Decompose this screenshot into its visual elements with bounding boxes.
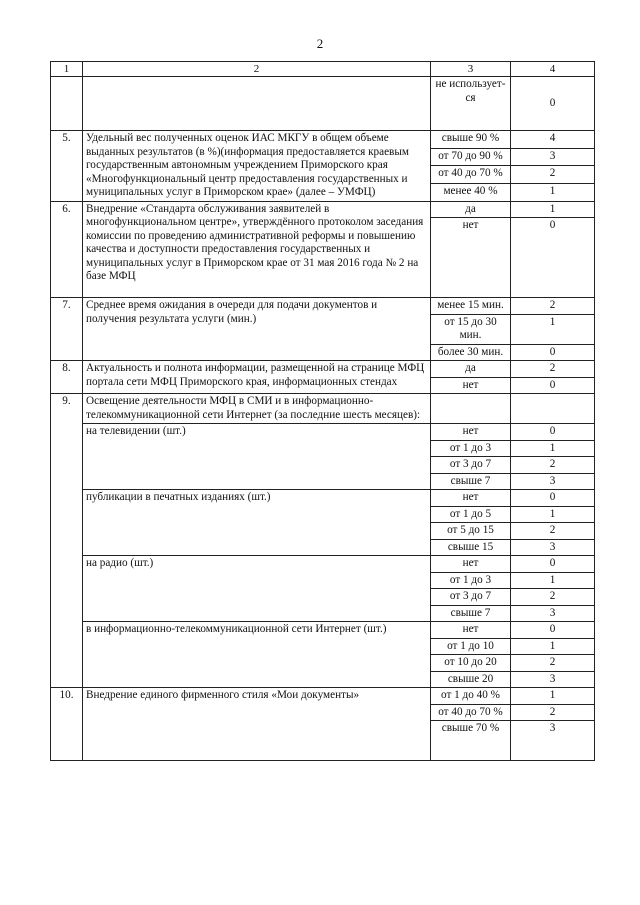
criterion-cell: более 30 мин. xyxy=(431,344,511,361)
score-cell: 0 xyxy=(511,218,595,298)
item-text: Удельный вес полученных оценок ИАС МКГУ в общем объеме выданных результатов (в %)(информация предоставляется краевым государственным автономным учреждением Приморского края «Многофункциональный центр предоставления государственных и муниципальных услуг в Приморском крае» (далее – УМФЦ) xyxy=(83,131,431,202)
score-cell: 1 xyxy=(511,314,595,344)
score-cell: 4 xyxy=(511,131,595,149)
criterion-cell: нет xyxy=(431,490,511,507)
item-number: 7. xyxy=(51,298,83,361)
criterion-cell: нет xyxy=(431,218,511,298)
score-cell: 2 xyxy=(511,523,595,540)
header-col-4: 4 xyxy=(511,62,595,77)
criterion-cell: от 10 до 20 xyxy=(431,655,511,672)
criterion-cell: менее 40 % xyxy=(431,183,511,201)
criterion-cell: от 3 до 7 xyxy=(431,589,511,606)
item-text: Среднее время ожидания в очереди для подачи документов и получения результата услуги (мин.) xyxy=(83,298,431,361)
criterion-cell: нет xyxy=(431,377,511,394)
table-row xyxy=(51,424,595,441)
item-number: 9. xyxy=(51,394,83,688)
subitem-label: в информационно-телекоммуникационной сети Интернет (шт.) xyxy=(83,622,431,688)
criterion-cell: от 5 до 15 xyxy=(431,523,511,540)
item-text: Внедрение единого фирменного стиля «Мои документы» xyxy=(83,688,431,761)
table-row xyxy=(51,298,595,315)
header-col-1: 1 xyxy=(51,62,83,77)
score-cell xyxy=(511,394,595,424)
score-cell: 3 xyxy=(511,539,595,556)
criterion-cell: нет xyxy=(431,424,511,441)
table-row xyxy=(51,77,595,131)
item-text: Внедрение «Стандарта обслуживания заявителей в многофункциональном центре», утверждённого протоколом заседания комиссии по проведению административной реформы и повышению качества и доступности предоставления государственных и муниципальных услуг в Приморском крае от 31 мая 2016 года № 2 на базе МФЦ xyxy=(83,201,431,298)
criterion-cell: нет xyxy=(431,622,511,639)
text-cell xyxy=(83,77,431,131)
table-row xyxy=(51,201,595,218)
score-cell: 1 xyxy=(511,183,595,201)
criterion-cell: свыше 15 xyxy=(431,539,511,556)
table-row xyxy=(51,622,595,639)
items-body xyxy=(51,131,595,761)
criterion-cell: менее 15 мин. xyxy=(431,298,511,315)
score-cell: 3 xyxy=(511,473,595,490)
score-cell: 3 xyxy=(511,148,595,166)
criterion-cell: не использует-ся xyxy=(431,77,511,131)
score-cell: 1 xyxy=(511,688,595,705)
header-col-2: 2 xyxy=(83,62,431,77)
score-cell: 2 xyxy=(511,298,595,315)
score-cell: 3 xyxy=(511,671,595,688)
subitem-label: на радио (шт.) xyxy=(83,556,431,622)
item-number: 10. xyxy=(51,688,83,761)
score-cell: 2 xyxy=(511,589,595,606)
criterion-cell: свыше 7 xyxy=(431,605,511,622)
table-row xyxy=(51,394,595,424)
score-cell: 0 xyxy=(511,77,595,131)
table-header-row xyxy=(51,62,595,77)
table-row xyxy=(51,490,595,507)
score-cell: 2 xyxy=(511,704,595,721)
num-cell xyxy=(51,77,83,131)
score-cell: 0 xyxy=(511,490,595,507)
score-cell: 3 xyxy=(511,605,595,622)
page-number: 2 xyxy=(316,36,324,51)
score-cell: 1 xyxy=(511,201,595,218)
criterion-cell: от 70 до 90 % xyxy=(431,148,511,166)
score-cell: 2 xyxy=(511,457,595,474)
table-row xyxy=(51,361,595,378)
score-cell: 1 xyxy=(511,440,595,457)
subitem-label: на телевидении (шт.) xyxy=(83,424,431,490)
criterion-cell: да xyxy=(431,201,511,218)
table-row xyxy=(51,556,595,573)
item-number: 6. xyxy=(51,201,83,298)
subitem-label: публикации в печатных изданиях (шт.) xyxy=(83,490,431,556)
criterion-cell: от 15 до 30 мин. xyxy=(431,314,511,344)
criterion-cell: нет xyxy=(431,556,511,573)
criterion-cell: от 1 до 40 % xyxy=(431,688,511,705)
item-number: 5. xyxy=(51,131,83,202)
score-cell: 1 xyxy=(511,638,595,655)
score-cell: 1 xyxy=(511,506,595,523)
score-cell: 3 xyxy=(511,721,595,761)
item-text: Освещение деятельности МФЦ в СМИ и в информационно-телекоммуникационной сети Интернет (за последние шесть месяцев): xyxy=(83,394,431,424)
criterion-cell: от 1 до 5 xyxy=(431,506,511,523)
criterion-cell: от 40 до 70 % xyxy=(431,704,511,721)
table-row xyxy=(51,688,595,705)
score-cell: 0 xyxy=(511,622,595,639)
criterion-cell: от 40 до 70 % xyxy=(431,166,511,184)
criterion-cell: свыше 7 xyxy=(431,473,511,490)
criterion-cell: от 1 до 10 xyxy=(431,638,511,655)
score-cell: 2 xyxy=(511,361,595,378)
score-cell: 1 xyxy=(511,572,595,589)
criterion-cell xyxy=(431,394,511,424)
criterion-cell: от 3 до 7 xyxy=(431,457,511,474)
criterion-cell: свыше 20 xyxy=(431,671,511,688)
item-text: Актуальность и полнота информации, размещенной на странице МФЦ портала сети МФЦ Приморского края, информационных стендах xyxy=(83,361,431,394)
score-cell: 0 xyxy=(511,556,595,573)
criterion-cell: от 1 до 3 xyxy=(431,572,511,589)
criterion-cell: да xyxy=(431,361,511,378)
score-cell: 0 xyxy=(511,344,595,361)
item-number: 8. xyxy=(51,361,83,394)
table-row xyxy=(51,131,595,149)
score-cell: 2 xyxy=(511,655,595,672)
score-cell: 2 xyxy=(511,166,595,184)
criteria-table xyxy=(50,61,595,761)
criterion-cell: свыше 70 % xyxy=(431,721,511,761)
criterion-cell: от 1 до 3 xyxy=(431,440,511,457)
score-cell: 0 xyxy=(511,377,595,394)
header-col-3: 3 xyxy=(431,62,511,77)
score-cell: 0 xyxy=(511,424,595,441)
criterion-cell: свыше 90 % xyxy=(431,131,511,149)
